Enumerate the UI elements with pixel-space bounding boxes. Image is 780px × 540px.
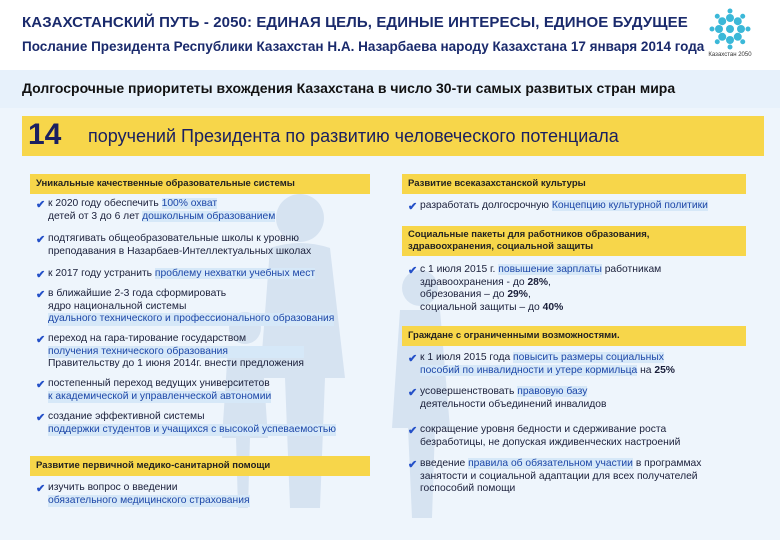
check-icon: ✔ [36,234,46,246]
main-content [0,108,780,540]
check-icon: ✔ [408,425,418,437]
section-heading-disabilities: Граждане с ограниченными возможностями. [402,326,746,346]
check-icon: ✔ [36,289,46,301]
list-item: ✔ постепенный переход ведущих университетов к академической и управленческой автономии [36,378,272,402]
list-item: ✔ с 1 июля 2015 г. повышение зарплаты работникам здравоохранения - до 28%, обрезования – до 29%, социальной защиты – до 40% [408,264,662,313]
section-heading-healthcare: Развитие первичной медико-санитарной помощи [30,456,370,476]
section-heading-education: Уникальные качественные образовательные системы [30,174,370,194]
list-item: ✔ усовершенствовать правовую базу деятельности объединений инвалидов [408,386,607,410]
list-item: ✔ создание эффективной системы поддержки студентов и учащихся с высокой успеваемостью [36,411,336,435]
check-icon: ✔ [408,459,418,471]
check-icon: ✔ [408,201,418,213]
title-bar [22,116,764,156]
list-item: ✔ переход на гара-тирование государством получения технического образования Правительству до 1 июня 2014г. внести предложения [36,333,304,369]
check-icon: ✔ [36,379,46,391]
page-title: КАЗАХСТАНСКИЙ ПУТЬ - 2050: ЕДИНАЯ ЦЕЛЬ, ЕДИНЫЕ ИНТЕРЕСЫ, ЕДИНОЕ БУДУЩЕЕ [22,14,688,31]
check-icon: ✔ [408,353,418,365]
title-bar-text: поручений Президента по развитию человеческого потенциала [88,126,619,146]
check-icon: ✔ [408,387,418,399]
section-heading-social-packages: Социальные пакеты для работников образования, здравоохранения, социальной защиты [402,226,746,256]
page-subtitle: Послание Президента Республики Казахстан Н.А. Назарбаева народу Казахстана 17 января 2014 года [22,39,705,54]
priority-band [0,70,780,108]
check-icon: ✔ [36,199,46,211]
directives-count: 14 [28,118,62,151]
list-item: ✔ к 2017 году устранить проблему нехватки учебных мест [36,268,316,281]
list-item: ✔ изучить вопрос о введении обязательного медицинского страхования [36,482,250,506]
list-item: ✔ к 1 июля 2015 года повысить размеры социальных пособий по инвалидности и утере кормильца на 25% [408,352,675,376]
list-item: ✔ подтягивать общеобразовательные школы к уровню преподавания в Назарбаев-Интеллектуальных школах [36,233,312,257]
check-icon: ✔ [36,269,46,281]
list-item: ✔ введение правила об обязательном участии в программах занятости и социальной адаптации для всех получателей госпособий помощи [408,458,702,494]
list-item: ✔ разработать долгосрочную Концепцию культурной политики [408,200,708,213]
priority-heading: Долгосрочные приоритеты вхождения Казахстана в число 30-ти самых развитых стран мира [22,80,676,96]
list-item: ✔ сокращение уровня бедности и сдерживание роста безработицы, не допуская иждивенческих настроений [408,424,681,448]
header [0,0,780,68]
check-icon: ✔ [36,412,46,424]
section-heading-culture: Развитие всеказахстанской культуры [402,174,746,194]
kazakhstan-2050-logo [700,8,760,63]
snowflake-logo-icon [700,8,760,52]
check-icon: ✔ [36,334,46,346]
check-icon: ✔ [36,483,46,495]
logo-caption: Казахстан 2050 [708,52,752,58]
check-icon: ✔ [408,265,418,277]
list-item: ✔ к 2020 году обеспечить 100% охват детей от 3 до 6 лет дошкольным образованием [36,198,276,222]
list-item: ✔ в ближайшие 2-3 года сформировать ядро национальной системы дуального технического и профессионального образования [36,288,335,324]
